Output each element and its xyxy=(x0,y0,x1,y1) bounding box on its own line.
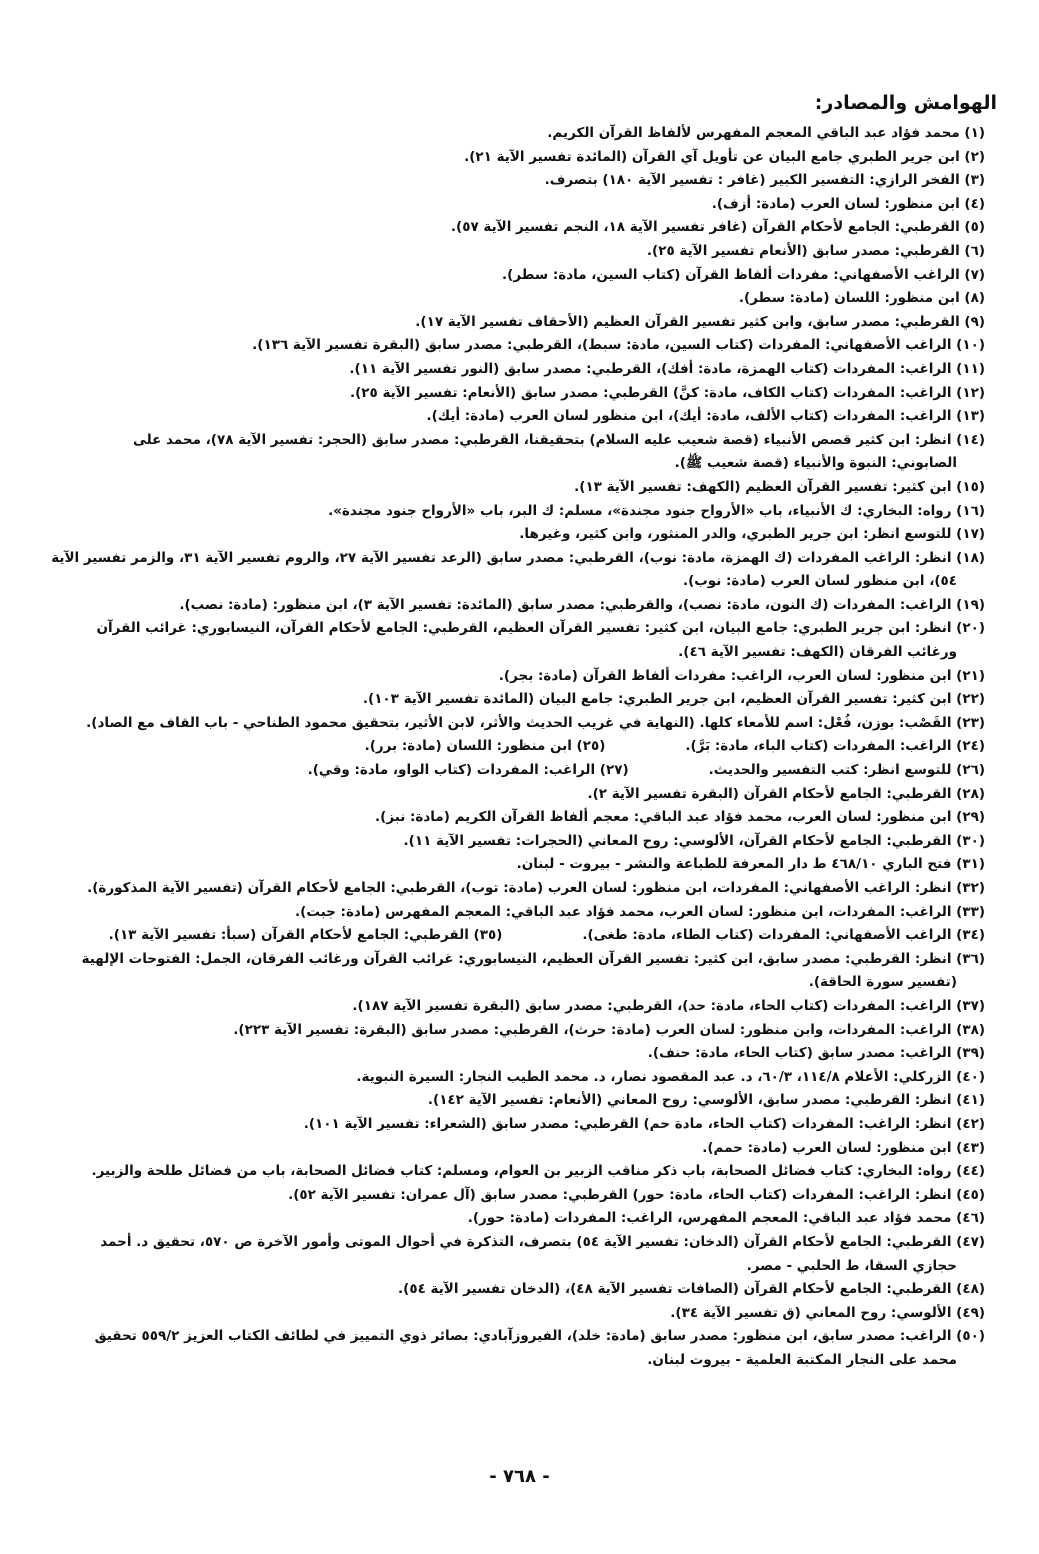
footnote-text: (٣٣) الراغب: المفردات، ابن منظور: لسان العرب، محمد فؤاد عبد الباقي: المعجم المفهرس (مادة: جبت). xyxy=(295,903,985,920)
footnote-text: (٣٥) القرطبي: الجامع لأحكام القرآن (سبأ: تفسير الآية ١٣). xyxy=(108,927,503,944)
footnote-text: (٣٦) انظر: القرطبي: مصدر سابق، ابن كثير: تفسير القرآن العظيم، النيسابوري: غرائب القرآن ورغائب الفرقان، الجمل: الفتوحات الإلهية xyxy=(81,950,985,967)
footnote-item xyxy=(42,476,985,500)
footnote-item xyxy=(42,1207,985,1231)
footnote-item xyxy=(42,759,985,783)
footnote-text: (٢٦) للتوسع انظر: كتب التفسير والحديث. xyxy=(708,762,985,779)
footnote-item xyxy=(42,1066,985,1090)
footnote-text: (١٦) رواه: البخاري: ك الأنبياء، باب «الأرواح جنود مجندة»، مسلم: ك البر، باب «الأرواح جنود مجندة». xyxy=(328,502,985,519)
footnote-item xyxy=(42,547,985,594)
footnote-item xyxy=(42,382,985,406)
footnote-text: (١٣) الراغب: المفردات (كتاب الألف، مادة: أيك)، ابن منظور لسان العرب (مادة: أيك). xyxy=(426,408,985,425)
footnote-text: (١٠) الراغب الأصفهاني: المفردات (كتاب السين، مادة: سبط)، القرطبي: مصدر سابق (البقرة تفسير الآية ١٣٦). xyxy=(252,337,985,354)
footnote-text: (٥) القرطبي: الجامع لأحكام القرآن (غافر تفسير الآية ١٨، النجم تفسير الآية ٥٧). xyxy=(450,219,985,236)
footnote-text: (٤٣) ابن منظور: لسان العرب (مادة: حمم). xyxy=(702,1139,985,1156)
footnote-item xyxy=(42,688,985,712)
footnote-item xyxy=(42,216,985,240)
footnote-text: (٢٥) ابن منظور: اللسان (مادة: برر). xyxy=(364,738,606,755)
footnote-item xyxy=(42,995,985,1019)
footnote-text: (٣٢) انظر: الراغب الأصفهاني: المفردات، ابن منظور: لسان العرب (مادة: توب)، القرطبي: الجامع لأحكام القرآن (تفسير الآية المذكورة). xyxy=(87,880,985,896)
footnote-item xyxy=(42,665,985,689)
footnote-text: (٢٧) الراغب: المفردات (كتاب الواو، مادة: وقي). xyxy=(307,762,629,779)
footnote-text: (٢٣) القَصْب: بوزن، فُعْل: اسم للأمعاء كلها. (النهاية في غريب الحديث والأثر، لابن الأثير، بتحقيق محمود الطناحي - باب القاف مع الصاد). xyxy=(86,714,985,731)
footnote-text: (٤٢) انظر: الراغب: المفردات (كتاب الحاء، مادة حم) القرطبي: مصدر سابق (الشعراء: تفسير الآية ١٠١). xyxy=(303,1115,985,1132)
footnote-continuation: ورغائب الفرقان (الكهف: تفسير الآية ٤٦). xyxy=(678,644,957,661)
footnote-item xyxy=(42,1019,985,1043)
footnote-text: (٣٩) الراغب: مصدر سابق (كتاب الحاء، مادة: حنف). xyxy=(647,1045,985,1062)
footnote-text: (٤٧) القرطبي: الجامع لأحكام القرآن (الدخان: تفسير الآية ٥٤) بتصرف، التذكرة في أحوال الموتى وأمور الآخرة ص ٥٧٠، تحقيق د. أحمد xyxy=(100,1233,985,1250)
footnote-item xyxy=(42,311,985,335)
footnote-continuation: (تفسير سورة الحاقة). xyxy=(808,974,957,991)
footnote-item xyxy=(42,1137,985,1161)
footnote-item xyxy=(42,877,985,901)
footnote-text: (١٤) انظر: ابن كثير قصص الأنبياء (قصة شعيب عليه السلام) بتحقيقنا، القرطبي: مصدر سابق (الحجر: تفسير الآية ٧٨)، محمد على xyxy=(132,431,985,448)
footnote-item xyxy=(42,853,985,877)
footnote-text: (٤١) انظر: القرطبي: مصدر سابق، الألوسي: روح المعاني (الأنعام: تفسير الآية ١٤٢). xyxy=(427,1092,985,1109)
footnote-item xyxy=(42,594,985,618)
footnote-text: (٢) ابن جرير الطبري جامع البيان عن تأويل آي القرآن (المائدة تفسير الآية ٢١). xyxy=(464,148,985,165)
footnote-item xyxy=(42,1160,985,1184)
footnote-text: (٢٤) الراغب: المفردات (كتاب الباء، مادة: بَرَّ). xyxy=(685,738,985,755)
footnote-item xyxy=(42,1089,985,1113)
footnote-item xyxy=(42,193,985,217)
footnote-text: (٣٨) الراغب: المفردات، وابن منظور: لسان العرب (مادة: حرث)، القرطبي: مصدر سابق (البقرة: تفسير الآية ٢٢٣). xyxy=(233,1021,985,1038)
footnote-item xyxy=(42,146,985,170)
footnote-text: (١٧) للتوسع انظر: ابن جرير الطبري، والدر المنثور، وابن كثير، وغيرها. xyxy=(519,526,985,543)
footnote-text: (٢٢) ابن كثير: تفسير القرآن العظيم، ابن جرير الطبري: جامع البيان (المائدة تفسير الآية ١٠٣). xyxy=(362,691,985,708)
footnote-text: (٥٠) الراغب: مصدر سابق، ابن منظور: مصدر سابق (مادة: خلد)، الفيروزآبادي: بصائر ذوي التمييز في لطائف الكتاب العزيز ٥٥٩/٢ تحقيق xyxy=(94,1328,985,1345)
footnote-item xyxy=(42,287,985,311)
footnote-text: (٧) الراغب الأصفهاني: مفردات ألفاظ القرآن (كتاب السين، مادة: سطر). xyxy=(502,266,985,283)
footnote-item xyxy=(42,1113,985,1137)
footnote-item xyxy=(42,122,985,146)
footnote-item xyxy=(42,1184,985,1208)
footnote-text: (١١) الراغب: المفردات (كتاب الهمزة، مادة: أفك)، القرطبي: مصدر سابق (النور تفسير الآية ١١). xyxy=(349,360,985,377)
footnote-text: (٩) القرطبي: مصدر سابق، وابن كثير تفسير القرآن العظيم (الأحقاف تفسير الآية ١٧). xyxy=(415,313,985,330)
footnote-item xyxy=(42,1278,985,1302)
footnote-item xyxy=(42,1042,985,1066)
footnote-text: (٤٨) القرطبي: الجامع لأحكام القرآن (الصافات تفسير الآية ٤٨)، (الدخان تفسير الآية ٥٤). xyxy=(398,1281,985,1298)
footnote-item xyxy=(42,1325,985,1372)
footnote-item xyxy=(42,901,985,925)
footnote-item xyxy=(42,334,985,358)
footnote-text: (٢٨) القرطبي: الجامع لأحكام القرآن (البقرة تفسير الآية ٢). xyxy=(587,785,985,802)
footnote-item xyxy=(42,523,985,547)
footnote-continuation: حجازي السقا، ط الحلبي - مصر. xyxy=(746,1257,957,1274)
footnote-text: (٤) ابن منظور: لسان العرب (مادة: أزف). xyxy=(711,195,985,212)
footnote-text: (٤٥) انظر: الراغب: المفردات (كتاب الحاء، مادة: حور) القرطبي: مصدر سابق (آل عمران: تفسير الآية ٥٢). xyxy=(288,1186,985,1203)
footnote-text: (٣٧) الراغب: المفردات (كتاب الحاء، مادة: حد)، القرطبي: مصدر سابق (البقرة تفسير الآية ١٨٧). xyxy=(352,997,985,1014)
page-number: - ٧٦٨ - xyxy=(489,1466,550,1487)
footnote-item xyxy=(42,617,985,664)
footnote-item xyxy=(42,264,985,288)
footnote-text: (١٥) ابن كثير: تفسير القرآن العظيم (الكهف: تفسير الآية ١٣). xyxy=(574,478,985,495)
footnotes-page xyxy=(42,88,997,1372)
footnote-text: (٢٩) ابن منظور: لسان العرب، محمد فؤاد عبد الباقي: معجم ألفاظ القرآن الكريم (مادة: نبز). xyxy=(375,809,985,826)
footnote-item xyxy=(42,1231,985,1278)
footnote-text: (٣١) فتح الباري ٤٦٨/١٠ ط دار المعرفة للطباعة والنشر - بيروت - لبنان. xyxy=(516,856,985,873)
footnote-text: (٤٦) محمد فؤاد عبد الباقي: المعجم المفهرس، الراغب: المفردات (مادة: حور). xyxy=(467,1210,985,1227)
footnote-item xyxy=(42,169,985,193)
footnote-text: (١٢) الراغب: المفردات (كتاب الكاف، مادة: كنَّ) القرطبي: مصدر سابق (الأنعام: تفسير الآية ٢٥). xyxy=(349,384,985,401)
footnote-item xyxy=(42,830,985,854)
footnote-text: (١) محمد فؤاد عبد الباقي المعجم المفهرس لألفاظ القرآن الكريم. xyxy=(547,125,985,141)
footnote-item xyxy=(42,948,985,995)
footnote-item xyxy=(42,405,985,429)
footnote-text: (٣٠) القرطبي: الجامع لأحكام القرآن، الألوسي: روح المعاني (الحجرات: تفسير الآية ١١). xyxy=(403,832,985,849)
footnote-text: (١٩) الراغب: المفردات (ك النون، مادة: نصب)، والقرطبي: مصدر سابق (المائدة: تفسير الآية ٣)، ابن منظور: (مادة: نصب). xyxy=(179,596,985,613)
footnote-continuation: الصابوني: النبوة والأنبياء (قصة شعيب ﷺ). xyxy=(674,455,957,472)
footnote-text: (٦) القرطبي: مصدر سابق (الأنعام تفسير الآية ٢٥). xyxy=(646,242,985,259)
footnote-item xyxy=(42,783,985,807)
footnote-item xyxy=(42,358,985,382)
footnote-text: (٢٠) انظر: ابن جرير الطبري: جامع البيان، ابن كثير: تفسير القرآن العظيم، القرطبي: الجامع لأحكام القرآن، النيسابوري: غرائب القرآن xyxy=(96,620,985,637)
footnote-text: (٤٩) الألوسي: روح المعاني (ق تفسير الآية ٣٤). xyxy=(670,1304,985,1321)
footnote-text: (١٨) انظر: الراغب المفردات (ك الهمزة، مادة: نوب)، القرطبي: مصدر سابق (الرعد تفسير الآية ٢٧، والروم تفسير الآية ٣١، والزمر تفسير الآية xyxy=(51,549,985,566)
footnote-text: (٤٤) رواه: البخاري: كتاب فضائل الصحابة، باب ذكر مناقب الزبير بن العوام، ومسلم: كتاب فضائل الصحابة، باب من فضائل طلحة والزبير. xyxy=(91,1163,985,1180)
footnote-item xyxy=(42,806,985,830)
footnote-text: (٣٤) الراغب الأصفهاني: المفردات (كتاب الطاء، مادة: طغى). xyxy=(582,927,985,944)
footnote-item xyxy=(42,500,985,524)
footnote-item xyxy=(42,429,985,476)
footnote-text: (٢١) ابن منظور: لسان العرب، الراغب: مفردات ألفاظ القرآن (مادة: بجر). xyxy=(498,667,985,684)
footnote-item xyxy=(42,735,985,759)
footnote-item xyxy=(42,712,985,736)
footnote-item xyxy=(42,924,985,948)
footnote-text: (٣) الفخر الرازي: التفسير الكبير (غافر : تفسير الآية ١٨٠) بتصرف. xyxy=(544,172,985,189)
footnote-item xyxy=(42,1302,985,1326)
footnote-item xyxy=(42,240,985,264)
page-heading: الهوامش والمصادر: xyxy=(814,92,997,114)
footnote-text: (٤٠) الزركلي: الأعلام ١١٤/٨، ٦٠/٣، د. عبد المقصود نصار، د. محمد الطيب النجار: السيرة النبوية. xyxy=(356,1068,985,1085)
footnote-list xyxy=(42,122,997,1372)
footnote-continuation: ٥٤)، ابن منظور لسان العرب (مادة: نوب). xyxy=(682,573,957,590)
footnote-text: (٨) ابن منظور: اللسان (مادة: سطر). xyxy=(738,290,985,307)
footnote-continuation: محمد على النجار المكتبة العلمية - بيروت لبنان. xyxy=(647,1351,957,1368)
